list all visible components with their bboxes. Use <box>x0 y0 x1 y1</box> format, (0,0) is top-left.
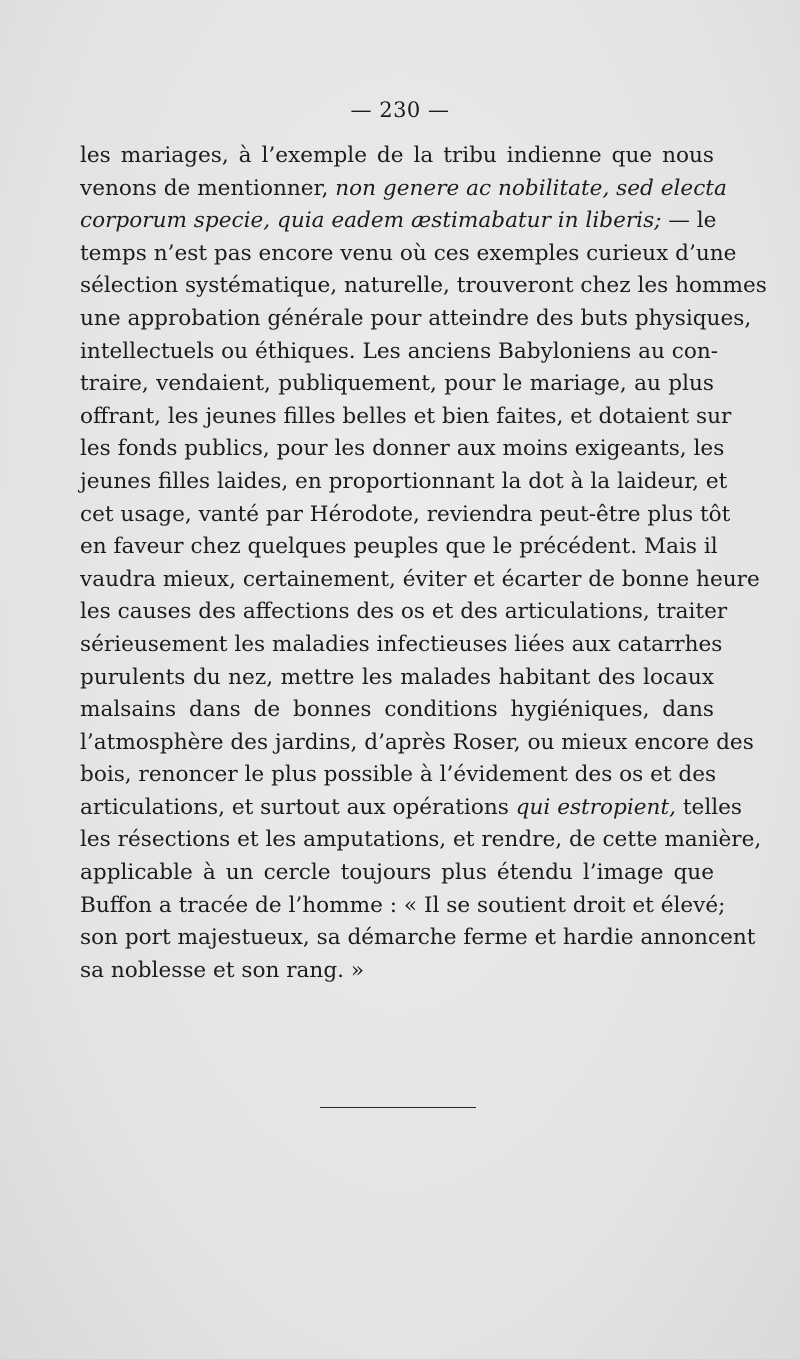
text-line <box>80 173 727 206</box>
italic-text-segment: corporum specie, quia eadem æstimabatur in liberis; <box>80 208 662 234</box>
text-segment: bois, renoncer le plus possible à l’évidement des os et des <box>80 762 717 788</box>
text-line <box>80 727 754 760</box>
text-line <box>80 140 714 173</box>
text-segment: traire, vendaient, publiquement, pour le mariage, au plus <box>80 371 714 397</box>
text-line <box>80 336 719 369</box>
text-line <box>80 303 752 336</box>
text-line <box>80 662 714 695</box>
text-segment: intellectuels ou éthiques. Les anciens Babyloniens au con- <box>80 338 719 364</box>
text-line <box>80 433 725 466</box>
text-segment: sérieusement les maladies infectieuses liées aux catarrhes <box>80 631 723 657</box>
text-segment: telles <box>676 794 743 820</box>
text-line <box>80 955 714 988</box>
text-segment: l’atmosphère des jardins, d’après Roser, ou mieux encore des <box>80 729 754 755</box>
text-segment: cet usage, vanté par Hérodote, reviendra peut-être plus tôt <box>80 501 731 527</box>
text-segment: purulents du nez, mettre les malades habitant des locaux <box>80 664 714 690</box>
text-line <box>80 401 732 434</box>
text-line <box>80 564 760 597</box>
text-line <box>80 238 737 271</box>
italic-text-segment: non genere ac nobilitate, sed electa <box>335 175 727 201</box>
text-line <box>80 499 731 532</box>
text-segment: sa noblesse et son rang. » <box>80 957 365 983</box>
text-line <box>80 824 762 857</box>
text-segment: en faveur chez quelques peuples que le précédent. Mais il <box>80 534 718 560</box>
text-segment: applicable à un cercle toujours plus étendu l’image que <box>80 860 714 886</box>
text-line <box>80 890 726 923</box>
text-line <box>80 205 717 238</box>
text-segment: Buffon a tracée de l’homme : « Il se soutient droit et élevé; <box>80 892 726 918</box>
body-text <box>80 140 767 987</box>
text-segment: — le <box>661 208 717 234</box>
text-segment: jeunes filles laides, en proportionnant la dot à la laideur, et <box>80 468 728 494</box>
text-segment: temps n’est pas encore venu où ces exemples curieux d’une <box>80 240 737 266</box>
text-line <box>80 270 767 303</box>
text-line <box>80 368 714 401</box>
text-segment: vaudra mieux, certainement, éviter et écarter de bonne heure <box>80 566 760 592</box>
text-segment: offrant, les jeunes filles belles et bien faites, et dotaient sur <box>80 403 732 429</box>
text-segment: sélection systématique, naturelle, trouveront chez les hommes <box>80 273 767 299</box>
text-line <box>80 792 743 825</box>
text-segment: malsains dans de bonnes conditions hygiéniques, dans <box>80 697 714 723</box>
text-segment: venons de mentionner, <box>80 175 336 201</box>
text-line <box>80 596 728 629</box>
page-number: — 230 — <box>350 98 450 122</box>
text-segment: les résections et les amputations, et rendre, de cette manière, <box>80 827 762 853</box>
text-line <box>80 922 756 955</box>
text-segment: son port majestueux, sa démarche ferme et hardie annoncent <box>80 925 756 951</box>
text-line <box>80 694 714 727</box>
text-line <box>80 759 717 792</box>
text-segment: une approbation générale pour atteindre des buts physiques, <box>80 305 752 331</box>
text-segment: les fonds publics, pour les donner aux moins exigeants, les <box>80 436 725 462</box>
text-segment: les causes des affections des os et des articulations, traiter <box>80 599 728 625</box>
text-segment: les mariages, à l’exemple de la tribu indienne que nous <box>80 143 714 168</box>
text-line <box>80 466 728 499</box>
text-segment: articulations, et surtout aux opérations <box>80 794 516 820</box>
italic-text-segment: qui estropient, <box>515 794 677 820</box>
section-divider-rule <box>320 1107 476 1108</box>
text-line <box>80 629 723 662</box>
text-line <box>80 857 714 890</box>
text-line <box>80 531 718 564</box>
